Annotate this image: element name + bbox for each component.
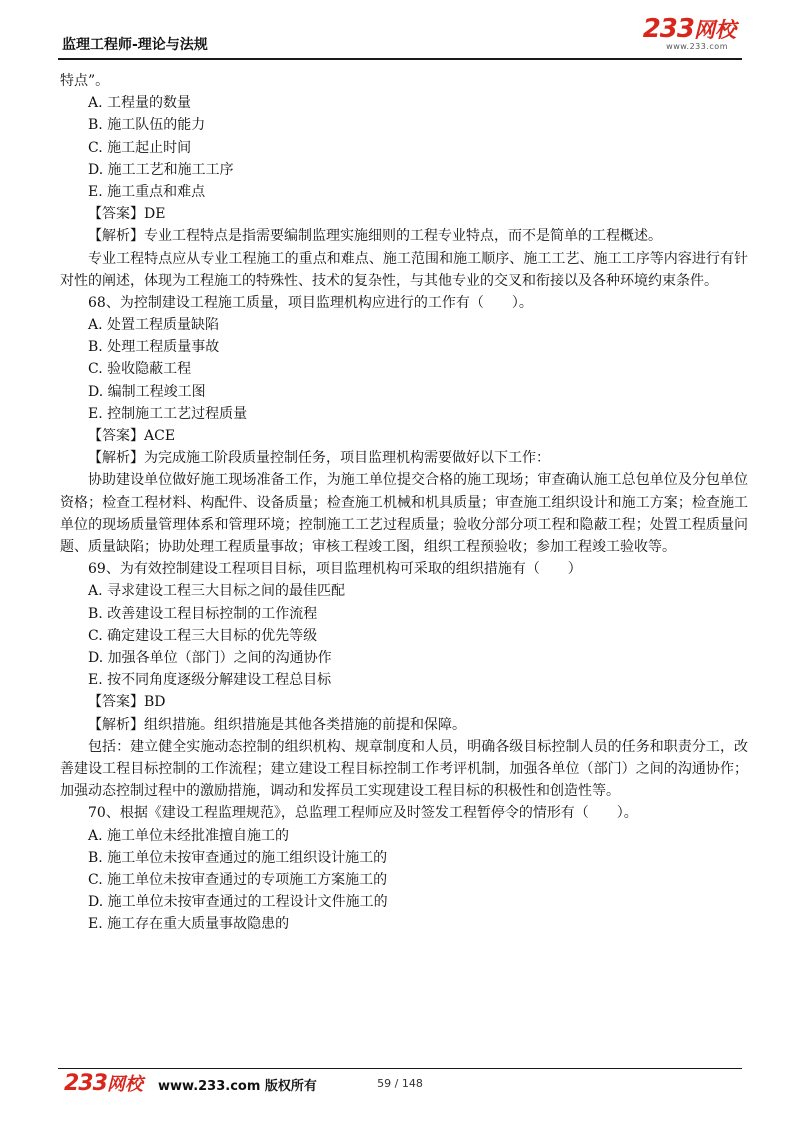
option-d: D. 编制工程竣工图 (88, 383, 206, 400)
option-b: B. 施工单位未按审查通过的施工组织设计施工的 (88, 849, 388, 866)
option-c: C. 施工单位未按审查通过的专项施工方案施工的 (88, 871, 388, 888)
q67-analysis: 【解析】专业工程特点是指需要编制监理实施细则的工程专业特点，而不是简单的工程概述。 (88, 228, 662, 245)
footer-logo-text: 网校 (106, 1074, 143, 1095)
page-header (0, 0, 800, 60)
q69-answer: 【答案】BD (88, 694, 166, 711)
q68-stem: 68、为控制建设工程施工质量，项目监理机构应进行的工作有（ ）。 (88, 294, 533, 311)
q70-options (60, 825, 748, 936)
option-d: D. 施工单位未按审查通过的工程设计文件施工的 (88, 894, 388, 911)
option-b: B. 改善建设工程目标控制的工作流程 (88, 605, 318, 622)
option-a: A. 寻求建设工程三大目标之间的最佳匹配 (88, 583, 346, 600)
header-title: 监理工程师-理论与法规 (62, 37, 208, 53)
option-e: E. 施工重点和难点 (88, 183, 206, 200)
q68-answer: 【答案】ACE (88, 428, 176, 445)
option-a: A. 工程量的数量 (88, 95, 192, 112)
footer-divider (58, 1068, 742, 1069)
q69-explanation: 包括：建立健全实施动态控制的组织机构、规章制度和人员，明确各级目标控制人员的任务和职责分工，改善建设工程目标控制的工作流程；建立建设工程目标控制工作考评机制，加强各单位（部门）之间的沟通协作；加强动态控制过程中的激励措施，调动和发挥员工实现建设工程目标的积极性和创造性等。 (60, 738, 748, 800)
q70-stem: 70、根据《建设工程监理规范》，总监理工程师应及时签发工程暂停令的情形有（ ）。 (88, 805, 638, 822)
page-number: 59 / 148 (377, 1077, 423, 1090)
q69-stem: 69、为有效控制建设工程项目目标，项目监理机构可采取的组织措施有（ ） (88, 561, 582, 578)
option-c: C. 确定建设工程三大目标的优先等级 (88, 627, 318, 644)
option-c: C. 验收隐蔽工程 (88, 361, 192, 378)
q67-explanation: 专业工程特点应从专业工程施工的重点和难点、施工范围和施工顺序、施工工艺、施工工序等内容进行有针对性的阐述，体现为工程施工的特殊性、技术的复杂性，与其他专业的交叉和衔接以及各种环境约束条件。 (60, 250, 748, 289)
document-body (60, 70, 748, 935)
header-divider (58, 58, 742, 60)
option-a: A. 处置工程质量缺陷 (88, 317, 220, 334)
option-d: D. 加强各单位（部门）之间的沟通协作 (88, 649, 332, 666)
option-e: E. 控制施工工艺过程质量 (88, 405, 248, 422)
q69-options (60, 580, 748, 691)
carry-over-text: 特点”。 (60, 73, 110, 89)
option-d: D. 施工工艺和施工工序 (88, 161, 234, 178)
footer-copyright: www.233.com 版权所有 (158, 1079, 317, 1094)
option-b: B. 处理工程质量事故 (88, 339, 220, 356)
option-e: E. 施工存在重大质量事故隐患的 (88, 916, 290, 933)
brand-logo (643, 14, 736, 44)
q67-answer: 【答案】DE (88, 206, 166, 223)
option-c: C. 施工起止时间 (88, 139, 192, 156)
logo-url: www.233.com (666, 42, 728, 51)
option-e: E. 按不同角度逐级分解建设工程总目标 (88, 672, 332, 689)
q68-analysis: 【解析】为完成施工阶段质量控制任务，项目监理机构需要做好以下工作： (88, 450, 550, 467)
option-a: A. 施工单位未经批准擅自施工的 (88, 827, 290, 844)
q68-explanation: 协助建设单位做好施工现场准备工作，为施工单位提交合格的施工现场；审查确认施工总包单位及分包单位资格；检查工程材料、构配件、设备质量；检查施工机械和机具质量；审查施工组织设计和施工方案；检查施工单位的现场质量管理体系和管理环境；控制施工工艺过程质量；验收分部分项工程和隐蔽工程；处置工程质量问题、质量缺陷；协助处理工程质量事故；审核工程竣工图，组织工程预验收；参加工程竣工验收等。 (60, 472, 748, 556)
q67-options (60, 92, 748, 203)
q69-analysis: 【解析】组织措施。组织措施是其他各类措施的前提和保障。 (88, 716, 466, 733)
logo-number: 233 (642, 14, 694, 44)
option-b: B. 施工队伍的能力 (88, 117, 206, 134)
logo-text: 网校 (694, 18, 736, 42)
footer-logo-number: 233 (64, 1071, 107, 1096)
q68-options (60, 314, 748, 425)
